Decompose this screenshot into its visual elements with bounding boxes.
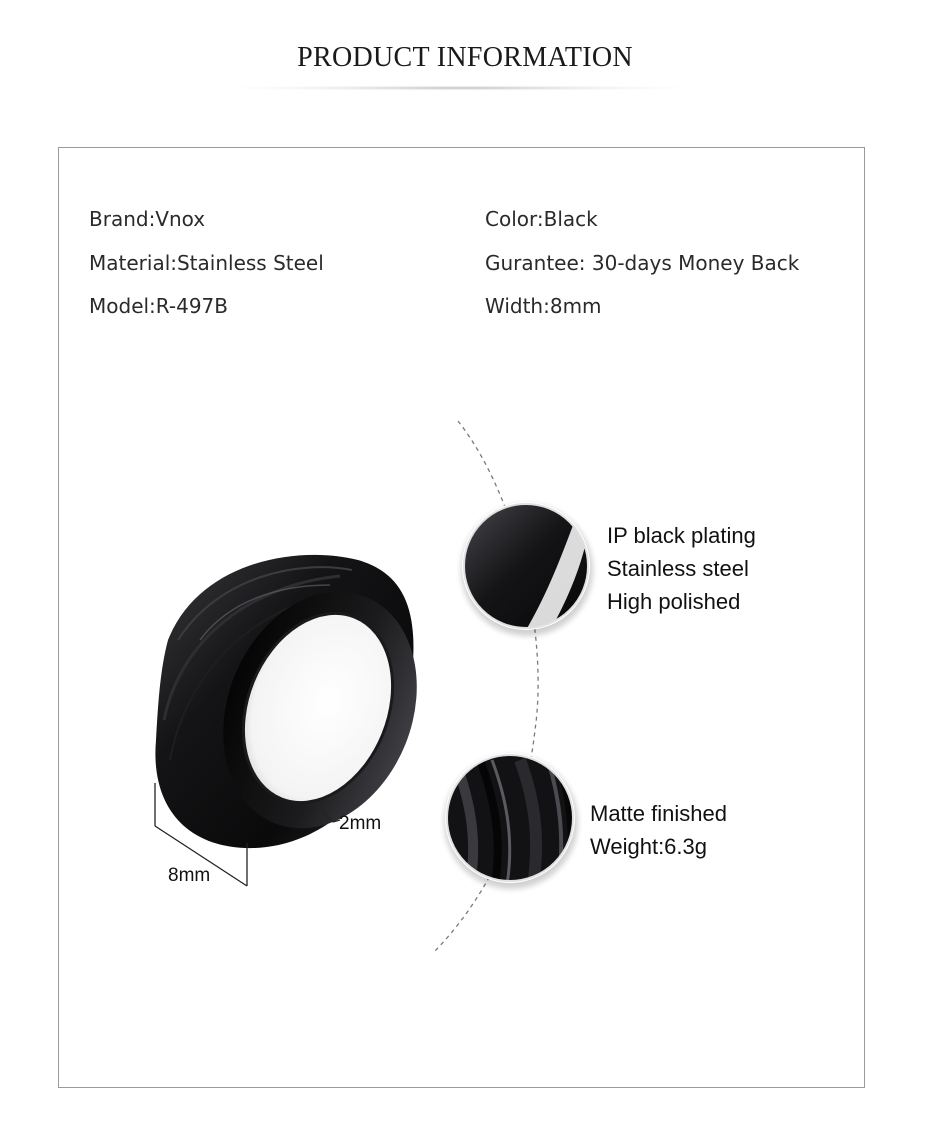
feature-high-polished: High polished [607,589,741,614]
spec-material: Material:Stainless Steel [89,251,324,275]
page-title: PRODUCT INFORMATION [297,42,633,73]
feature-matte-finished: Matte finished [590,801,727,826]
header [0,0,930,110]
matte-detail-circle [440,750,580,890]
spec-width: Width:8mm [485,294,602,318]
feature-ip-plating: IP black plating [607,523,756,548]
width-label: 8mm [168,865,211,886]
feature-weight: Weight:6.3g [590,834,708,859]
polished-detail-circle [460,500,600,640]
spec-brand: Brand:Vnox [89,207,206,231]
thickness-label: 2mm [339,813,382,834]
title-underline-shadow [195,84,725,92]
ring-image [155,555,451,858]
product-illustration [0,380,930,980]
spec-guarantee: Gurantee: 30-days Money Back [485,251,800,275]
spec-model: Model:R-497B [89,294,228,318]
spec-color: Color:Black [485,207,598,231]
feature-stainless-steel: Stainless steel [607,556,749,581]
